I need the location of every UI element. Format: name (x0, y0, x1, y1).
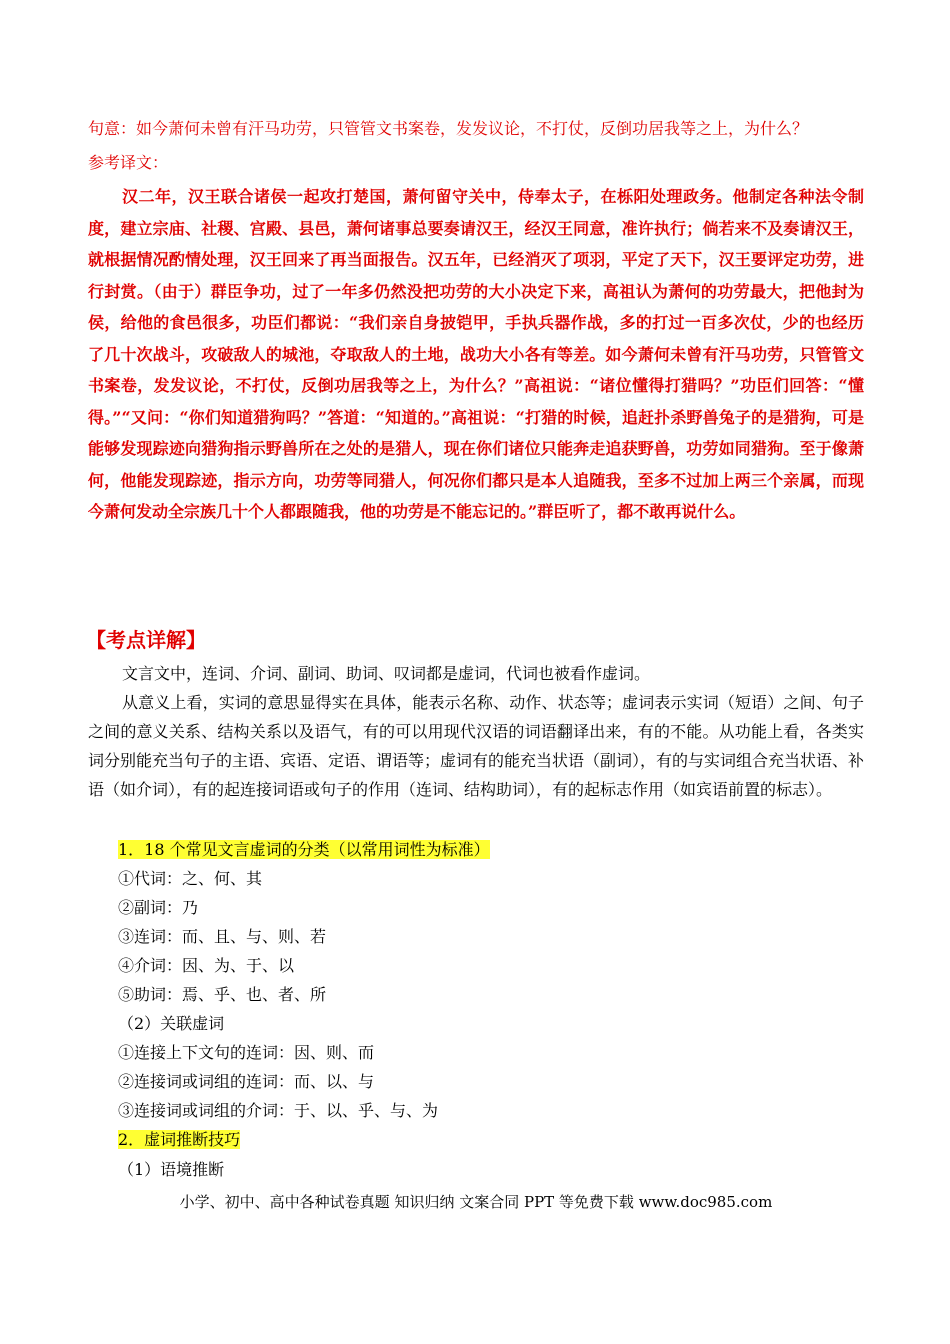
list-item: ⑤助词：焉、乎、也、者、所 (118, 985, 327, 1004)
subtitle-related-words: （2）关联虚词 (118, 1014, 225, 1033)
list-item: ③连接词或词组的介词：于、以、乎、与、为 (118, 1101, 439, 1120)
list-item: ③连词：而、且、与、则、若 (118, 927, 327, 946)
list-item: ②连接词或词组的连词：而、以、与 (118, 1072, 375, 1091)
paragraph-function-words: 文言文中，连词、介词、副词、助词、叹词都是虚词，代词也被看作虚词。 (122, 664, 651, 683)
list-item: ①连接上下文句的连词：因、则、而 (118, 1043, 375, 1062)
list-item: ①代词：之、何、其 (118, 869, 263, 888)
translation-label: 参考译文： (88, 153, 169, 172)
list-item: ④介词：因、为、于、以 (118, 956, 295, 975)
highlighted-title: 1．18 个常见文言虚词的分类（以常用词性为标准） (118, 840, 490, 859)
section-heading: 【考点详解】 (86, 628, 206, 652)
subtitle-context-inference: （1）语境推断 (118, 1160, 225, 1179)
list-item: ②副词：乃 (118, 898, 199, 917)
subtitle-inference-skills (118, 1130, 240, 1150)
translation-paragraph: 汉二年，汉王联合诸侯一起攻打楚国，萧何留守关中，侍奉太子，在栎阳处理政务。他制定各种法令制度，建立宗庙、社稷、宫殿、县邑，萧何诸事总要奏请汉王，经汉王同意，准许执行；倘若来不及奏请汉王，就根据情况酌情处理，汉王回来了再当面报告。汉五年，已经消灭了项羽，平定了天下，汉王要评定功劳，进行封赏。（由于）群臣争功，过了一年多仍然没把功劳的大小决定下来，高祖认为萧何的功劳最大，把他封为侯，给他的食邑很多，功臣们都说：“我们亲自身披铠甲，手执兵器作战，多的打过一百多次仗，少的也经历了几十次战斗，攻破敌人的城池，夺取敌人的土地，战功大小各有等差。如今萧何未曾有汗马功劳，只管管文书案卷，发发议论，不打仗，反倒功居我等之上，为什么？”高祖说：“诸位懂得打猎吗？”功臣们回答：“懂得。”“又问：“你们知道猎狗吗？”答道：“知道的。”高祖说：“打猎的时候，追赶扑杀野兽兔子的是猎狗，可是能够发现踪迹向猎狗指示野兽所在之处的是猎人，现在你们诸位只能奔走追获野兽，功劳如同猎狗。至于像萧何，他能发现踪迹，指示方向，功劳等同猎人，何况你们都只是本人追随我，至多不过加上两三个亲属，而现今萧何发动全宗族几十个人都跟随我，他的功劳是不能忘记的。”群臣听了，都不敢再说什么。 (88, 187, 864, 521)
sentence-meaning: 句意：如今萧何未曾有汗马功劳，只管管文书案卷，发发议论，不打仗，反倒功居我等之上，为什么？ (88, 119, 809, 138)
subtitle-classification (118, 840, 490, 860)
page-footer: 小学、初中、高中各种试卷真题 知识归纳 文案合同 PPT 等免费下载 www.doc985.com (179, 1193, 773, 1211)
paragraph-meaning-function: 从意义上看，实词的意思显得实在具体，能表示名称、动作、状态等；虚词表示实词（短语）之间、句子之间的意义关系、结构关系以及语气，有的可以用现代汉语的词语翻译出来，有的不能。从功能上看，各类实词分别能充当句子的主语、宾语、定语、谓语等；虚词有的能充当状语（副词），有的与实词组合充当状语、补语（如介词），有的起连接词语或句子的作用（连词、结构助词），有的起标志作用（如宾语前置的标志）。 (88, 693, 865, 799)
highlighted-title: 2．虚词推断技巧 (118, 1130, 241, 1149)
